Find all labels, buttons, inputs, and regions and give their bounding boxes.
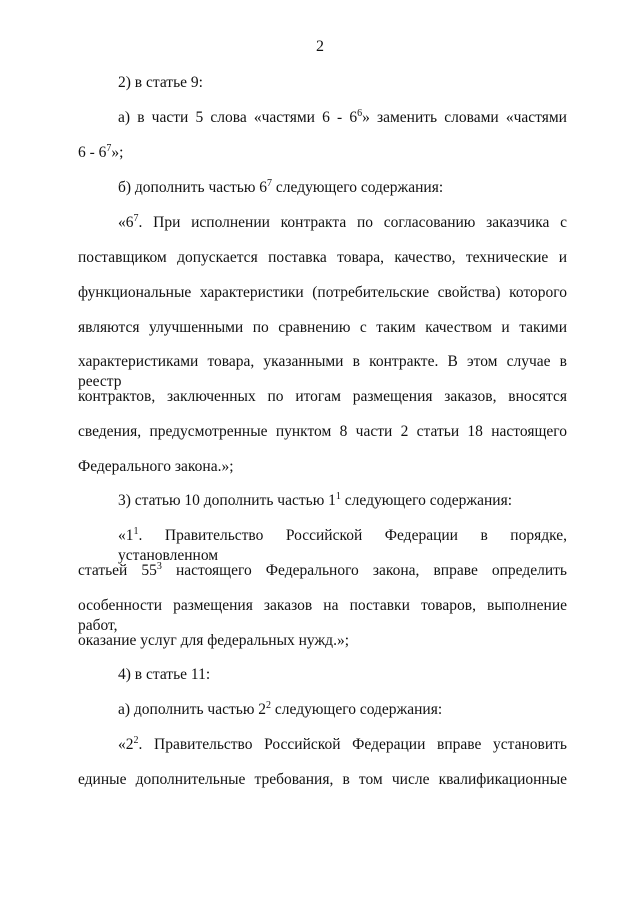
line-text: статьей 55 [78,562,157,579]
superscript: 2 [133,735,139,746]
text-line: оказание услуг для федеральных нужд.»; [78,632,350,649]
line-text: настоящего Федерального закона, вправе определить [161,562,567,579]
line-text: а) в части 5 слова «частями 6 - 6 [118,109,358,126]
superscript: 7 [106,143,112,154]
line-text: 4) в статье 11: [118,666,211,683]
line-text: «6 [118,214,134,231]
line-text: б) дополнить частью 6 [118,179,268,196]
text-line: характеристиками товара, указанными в контракте. В этом случае в реестр [78,353,567,390]
text-line [118,526,567,566]
text-line: контрактов, заключенных по итогам размещения заказов, вносятся [78,388,567,405]
line-text: . Правительство Российской Федерации в порядке, установленном [118,527,567,564]
line-text: «1 [118,527,134,544]
line-text: » заменить словами «частями [362,109,567,126]
line-text: . Правительство Российской Федерации вправе установить [138,736,567,753]
text-line [78,143,123,163]
text-line [118,700,442,720]
line-text: 3) статью 10 дополнить частью 1 [118,492,336,509]
superscript: 2 [266,700,272,711]
text-line [78,561,567,581]
superscript: 7 [267,178,273,189]
line-text: »; [111,144,124,161]
text-line: функциональные характеристики (потребительские свойства) которого [78,284,567,301]
text-line: Федерального закона.»; [78,458,234,475]
superscript: 3 [156,561,162,572]
text-line: единые дополнительные требования, в том числе квалификационные [78,771,567,788]
line-text: «2 [118,736,134,753]
text-line [118,665,210,685]
line-text: а) дополнить частью 2 [118,701,267,718]
line-text: следующего содержания: [340,492,513,509]
text-line: особенности размещения заказов на поставки товаров, выполнение работ, [78,597,567,634]
line-text: . При исполнении контракта по согласованию заказчика с [138,214,567,231]
text-line [118,213,567,233]
text-line [118,178,443,198]
line-text: следующего содержания: [271,701,443,718]
text-line [118,73,203,93]
superscript: 7 [133,213,139,224]
text-line: сведения, предусмотренные пунктом 8 части 2 статьи 18 настоящего [78,423,567,440]
line-text: 6 - 6 [78,144,107,161]
page-number: 2 [316,38,324,55]
superscript: 1 [133,526,139,537]
superscript: 1 [335,491,341,502]
text-line: поставщиком допускается поставка товара, качество, технические и [78,249,567,266]
text-line [118,491,512,511]
superscript: 6 [357,108,363,119]
text-line [118,735,567,755]
text-line: являются улучшенными по сравнению с таким качеством и такими [78,319,567,336]
line-text: 2) в статье 9: [118,74,203,91]
text-line [118,108,567,128]
line-text: следующего содержания: [272,179,444,196]
